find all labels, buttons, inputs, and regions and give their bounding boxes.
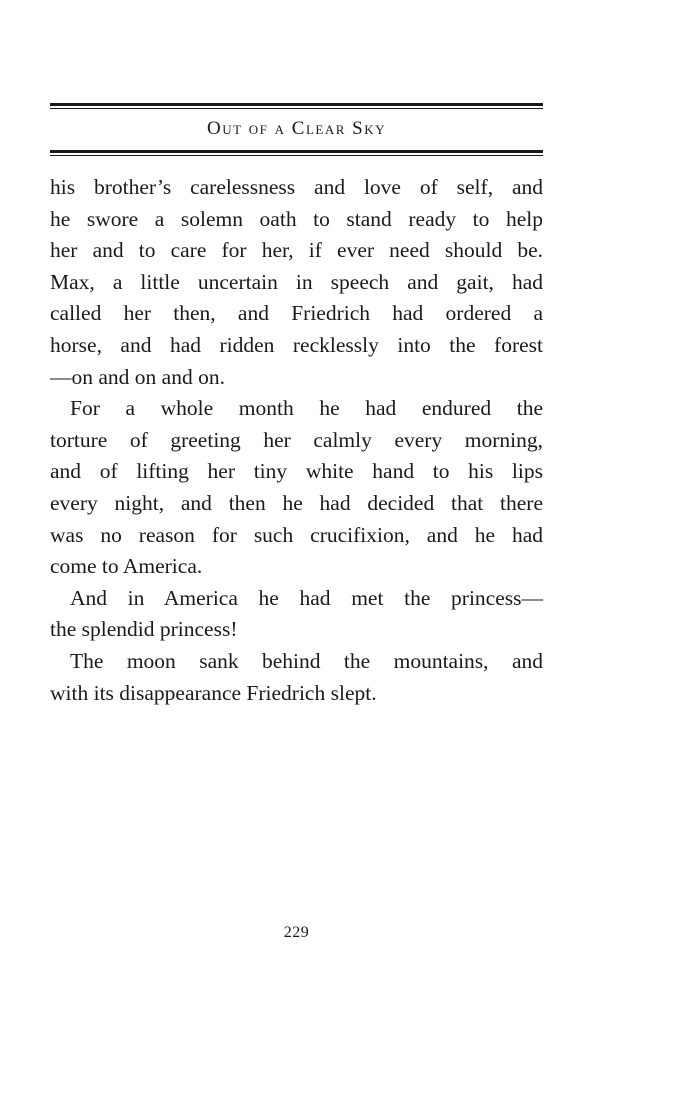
- text-line: her and to care for her, if ever need should be.: [50, 238, 543, 263]
- text-line: horse, and had ridden recklessly into the forest: [50, 332, 543, 357]
- text-line: his brother’s carelessness and love of self, and: [50, 175, 543, 199]
- text-line: For a whole month he had endured the: [70, 396, 543, 421]
- header-rule-top: [50, 103, 543, 109]
- text-line: was no reason for such crucifixion, and he had: [50, 522, 543, 547]
- text-line: and of lifting her tiny white hand to his lips: [50, 459, 543, 484]
- text-line: Max, a little uncertain in speech and gait, had: [50, 269, 543, 294]
- text-line: —on and on and on.: [50, 364, 225, 389]
- text-line: with its disappearance Friedrich slept.: [50, 680, 377, 705]
- text-line: every night, and then he had decided that there: [50, 490, 543, 515]
- page-number: 229: [283, 924, 310, 941]
- text-line: The moon sank behind the mountains, and: [70, 648, 543, 673]
- text-line: called her then, and Friedrich had ordered a: [50, 301, 543, 326]
- text-line: torture of greeting her calmly every morning,: [50, 427, 543, 452]
- text-line: the splendid princess!: [50, 617, 238, 642]
- body-text: [50, 172, 543, 709]
- header-rule-bottom: [50, 150, 543, 156]
- text-line: And in America he had met the princess—: [70, 585, 543, 610]
- text-line: he swore a solemn oath to stand ready to help: [50, 206, 543, 231]
- running-title: Out of a Clear Sky: [206, 118, 386, 139]
- text-line: come to America.: [50, 554, 203, 579]
